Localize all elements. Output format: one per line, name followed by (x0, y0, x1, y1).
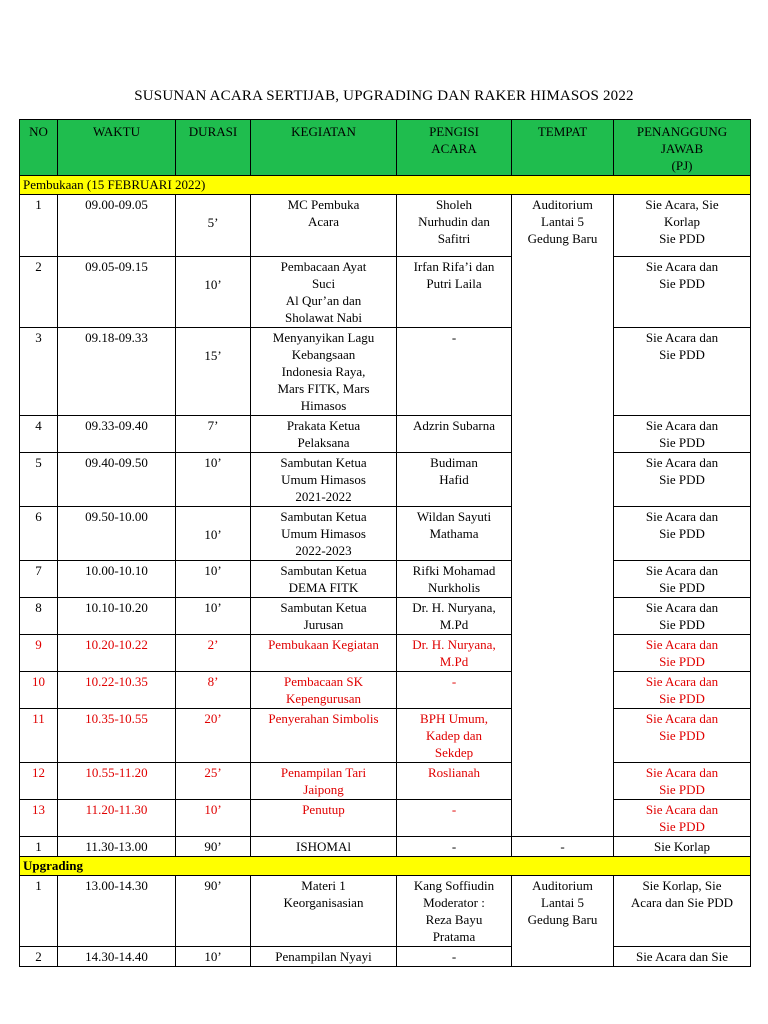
cell-pengisi (397, 507, 512, 561)
table-header-row (20, 120, 751, 176)
cell-waktu: 11.20-11.30 (58, 800, 176, 837)
cell-kegiatan-line: Prakata Ketua (286, 418, 361, 433)
table-row (20, 507, 751, 561)
table-row (20, 416, 751, 453)
cell-durasi: 10’ (176, 598, 251, 635)
cell-pj-line: Sie Acara, Sie (645, 197, 719, 212)
cell-waktu: 10.20-10.22 (58, 635, 176, 672)
cell-kegiatan-line: Penutup (302, 802, 345, 817)
header-pj-line: JAWAB (660, 141, 704, 156)
cell-pj-line: Sie Acara dan (645, 563, 719, 578)
cell-waktu: 11.30-13.00 (58, 837, 176, 857)
cell-kegiatan-line: Penyerahan Simbolis (268, 711, 379, 726)
cell-durasi: 10’ (176, 507, 251, 561)
cell-no: 8 (20, 598, 58, 635)
cell-pengisi-line: - (451, 330, 457, 345)
cell-pj (614, 507, 751, 561)
cell-kegiatan-line: Jaipong (303, 782, 344, 797)
cell-pj-line: Sie Acara dan (645, 802, 719, 817)
cell-pj-line: Sie Acara dan (645, 674, 719, 689)
cell-kegiatan-line: Sholawat Nabi (285, 310, 362, 325)
cell-pj-line: Sie Korlap (654, 839, 710, 854)
cell-kegiatan (251, 453, 397, 507)
cell-durasi: 15’ (176, 328, 251, 416)
cell-pengisi (397, 672, 512, 709)
cell-pengisi-line: Safitri (437, 231, 471, 246)
cell-kegiatan-line: Himasos (300, 398, 347, 413)
cell-pengisi-line: M.Pd (439, 617, 469, 632)
cell-pengisi-line: Nurhudin dan (418, 214, 490, 229)
cell-pengisi (397, 328, 512, 416)
cell-pengisi (397, 635, 512, 672)
cell-kegiatan (251, 416, 397, 453)
cell-no: 4 (20, 416, 58, 453)
cell-pj-line: Sie PDD (659, 435, 705, 450)
table-row (20, 635, 751, 672)
cell-kegiatan-line: Pembukaan Kegiatan (268, 637, 379, 652)
header-pengisi-line: PENGISI (429, 124, 479, 139)
cell-pj-line: Sie PDD (659, 691, 705, 706)
cell-pj-line: Sie PDD (659, 654, 705, 669)
cell-kegiatan-line: Jurusan (303, 617, 344, 632)
cell-pengisi-line: Roslianah (428, 765, 480, 780)
cell-kegiatan (251, 800, 397, 837)
table-row (20, 195, 751, 257)
cell-pj-line: Sie PDD (659, 617, 705, 632)
cell-pj-line: Sie Acara dan (645, 509, 719, 524)
cell-no: 2 (20, 257, 58, 328)
cell-pengisi-line: - (451, 674, 457, 689)
cell-waktu: 09.40-09.50 (58, 453, 176, 507)
cell-pj-line: Acara dan Sie PDD (630, 895, 734, 910)
cell-kegiatan (251, 257, 397, 328)
section-row (20, 176, 751, 195)
cell-kegiatan (251, 195, 397, 257)
cell-durasi: 10’ (176, 561, 251, 598)
cell-kegiatan-line: Suci (311, 276, 336, 291)
cell-waktu: 10.10-10.20 (58, 598, 176, 635)
cell-pengisi (397, 257, 512, 328)
cell-kegiatan-line: Sambutan Ketua (280, 563, 367, 578)
cell-pengisi-line: Dr. H. Nuryana, (412, 637, 496, 652)
cell-kegiatan-line: Al Qur’an dan (285, 293, 362, 308)
tempat-line: Lantai 5 (541, 895, 584, 910)
schedule-table (19, 119, 751, 967)
cell-pengisi-line: Wildan Sayuti (416, 509, 492, 524)
header-pj-line: (PJ) (671, 158, 693, 173)
cell-pj (614, 947, 751, 967)
cell-durasi: 90’ (176, 876, 251, 947)
header-no: NO (20, 120, 58, 176)
tempat-line: Gedung Baru (527, 912, 598, 927)
cell-pj (614, 257, 751, 328)
table-row (20, 672, 751, 709)
cell-pj-line: Sie PDD (659, 819, 705, 834)
table-row (20, 837, 751, 857)
cell-pengisi-line: Sholeh (435, 197, 473, 212)
table-row (20, 763, 751, 800)
cell-pengisi-line: Reza Bayu (425, 912, 483, 927)
section-row (20, 857, 751, 876)
cell-no: 10 (20, 672, 58, 709)
cell-kegiatan-line: Mars FITK, Mars (277, 381, 370, 396)
cell-kegiatan-line: Sambutan Ketua (280, 455, 367, 470)
table-row (20, 800, 751, 837)
cell-pengisi-line: Nurkholis (428, 580, 480, 595)
cell-kegiatan (251, 837, 397, 857)
table-row (20, 947, 751, 967)
cell-pengisi (397, 561, 512, 598)
table-row (20, 876, 751, 947)
cell-kegiatan-line: Umum Himasos (281, 472, 366, 487)
cell-tempat (512, 876, 614, 967)
cell-pj-line: Sie PDD (659, 782, 705, 797)
cell-no: 12 (20, 763, 58, 800)
cell-kegiatan-line: Pembacaan Ayat (280, 259, 367, 274)
cell-durasi: 10’ (176, 257, 251, 328)
cell-kegiatan (251, 709, 397, 763)
cell-waktu: 10.22-10.35 (58, 672, 176, 709)
cell-durasi: 10’ (176, 947, 251, 967)
cell-pj (614, 416, 751, 453)
cell-no: 7 (20, 561, 58, 598)
cell-kegiatan (251, 672, 397, 709)
cell-durasi: 7’ (176, 416, 251, 453)
cell-kegiatan-line: Indonesia Raya, (281, 364, 366, 379)
cell-pj-line: Sie Acara dan (645, 330, 719, 345)
cell-waktu: 13.00-14.30 (58, 876, 176, 947)
cell-pj (614, 672, 751, 709)
cell-pj (614, 709, 751, 763)
cell-kegiatan-line: Penampilan Nyayi (275, 949, 372, 964)
document-title: SUSUNAN ACARA SERTIJAB, UPGRADING DAN RAKER HIMASOS 2022 (134, 88, 634, 104)
cell-no: 9 (20, 635, 58, 672)
cell-pj-line: Sie PDD (659, 276, 705, 291)
cell-pj (614, 598, 751, 635)
cell-pengisi (397, 837, 512, 857)
cell-tempat: - (512, 837, 614, 857)
cell-pj (614, 876, 751, 947)
cell-pj-line: Sie PDD (659, 347, 705, 362)
cell-pengisi (397, 763, 512, 800)
cell-kegiatan-line: Kebangsaan (291, 347, 356, 362)
cell-pj-line: Sie Acara dan (645, 637, 719, 652)
cell-durasi: 10’ (176, 800, 251, 837)
header-durasi: DURASI (176, 120, 251, 176)
cell-pj-line: Sie Acara dan (645, 711, 719, 726)
cell-pengisi-line: Dr. H. Nuryana, (412, 600, 496, 615)
cell-waktu: 14.30-14.40 (58, 947, 176, 967)
cell-kegiatan (251, 947, 397, 967)
cell-pj-line: Sie Acara dan Sie (635, 949, 729, 964)
cell-pj-line: Sie PDD (659, 580, 705, 595)
cell-kegiatan-line: 2021-2022 (295, 489, 352, 504)
cell-pj-line: Sie Acara dan (645, 600, 719, 615)
cell-pj (614, 195, 751, 257)
cell-pj-line: Sie PDD (659, 526, 705, 541)
cell-kegiatan (251, 763, 397, 800)
cell-kegiatan-line: ISHOMAl (296, 839, 351, 854)
table-row (20, 328, 751, 416)
cell-pengisi (397, 947, 512, 967)
cell-kegiatan-line: Keorganisasian (283, 895, 364, 910)
cell-pengisi (397, 876, 512, 947)
tempat-line: Gedung Baru (527, 231, 598, 246)
tempat-line: Lantai 5 (541, 214, 584, 229)
cell-waktu: 10.00-10.10 (58, 561, 176, 598)
header-kegiatan: KEGIATAN (251, 120, 397, 176)
cell-kegiatan (251, 507, 397, 561)
cell-pj (614, 763, 751, 800)
cell-kegiatan-line: Kepengurusan (285, 691, 362, 706)
cell-kegiatan-line: Pelaksana (297, 435, 350, 450)
header-waktu: WAKTU (58, 120, 176, 176)
header-tempat: TEMPAT (512, 120, 614, 176)
cell-kegiatan (251, 598, 397, 635)
cell-pj-line: Korlap (663, 214, 701, 229)
cell-durasi: 2’ (176, 635, 251, 672)
header-pengisi-acara (397, 120, 512, 176)
cell-no: 2 (20, 947, 58, 967)
cell-no: 5 (20, 453, 58, 507)
header-pengisi-line: ACARA (431, 141, 477, 156)
cell-pengisi-line: Pratama (432, 929, 476, 944)
cell-pengisi-line: BPH Umum, (420, 711, 488, 726)
cell-pengisi-line: Putri Laila (426, 276, 482, 291)
cell-kegiatan-line: Acara (307, 214, 340, 229)
cell-pj (614, 453, 751, 507)
cell-kegiatan-line: MC Pembuka (287, 197, 360, 212)
section-title: Upgrading (20, 857, 751, 876)
cell-pengisi (397, 800, 512, 837)
cell-pj-line: Sie Acara dan (645, 765, 719, 780)
table-row (20, 453, 751, 507)
header-penanggung-jawab (614, 120, 751, 176)
cell-no: 6 (20, 507, 58, 561)
cell-durasi: 20’ (176, 709, 251, 763)
cell-no: 13 (20, 800, 58, 837)
cell-pengisi-line: Budiman (430, 455, 478, 470)
cell-durasi: 25’ (176, 763, 251, 800)
cell-pengisi-line: Hafid (439, 472, 469, 487)
cell-no: 11 (20, 709, 58, 763)
table-row (20, 709, 751, 763)
cell-kegiatan (251, 876, 397, 947)
cell-kegiatan (251, 561, 397, 598)
cell-kegiatan (251, 328, 397, 416)
cell-pj-line: Sie Korlap, Sie (642, 878, 722, 893)
section-title: Pembukaan (15 FEBRUARI 2022) (20, 176, 751, 195)
cell-kegiatan-line: 2022-2023 (295, 543, 352, 558)
cell-tempat (512, 195, 614, 837)
cell-kegiatan-line: Umum Himasos (281, 526, 366, 541)
cell-pengisi (397, 709, 512, 763)
cell-pengisi-line: Adzrin Subarna (413, 418, 495, 433)
cell-kegiatan-line: Materi 1 (301, 878, 346, 893)
cell-pengisi (397, 598, 512, 635)
cell-no: 1 (20, 195, 58, 257)
cell-pj-line: Sie Acara dan (645, 418, 719, 433)
cell-pengisi-line: Rifki Mohamad (412, 563, 496, 578)
cell-pengisi-line: M.Pd (439, 654, 469, 669)
cell-pengisi-line: - (451, 839, 457, 854)
cell-no: 3 (20, 328, 58, 416)
cell-durasi: 8’ (176, 672, 251, 709)
cell-waktu: 09.00-09.05 (58, 195, 176, 257)
cell-pj (614, 800, 751, 837)
cell-durasi: 5’ (176, 195, 251, 257)
cell-kegiatan (251, 635, 397, 672)
cell-pj-line: Sie PDD (659, 472, 705, 487)
cell-no: 1 (20, 876, 58, 947)
cell-pengisi-line: Irfan Rifa’i dan (413, 259, 495, 274)
cell-kegiatan-line: DEMA FITK (288, 580, 359, 595)
cell-no: 1 (20, 837, 58, 857)
cell-pengisi-line: Kang Soffiudin (413, 878, 495, 893)
cell-kegiatan-line: Penampilan Tari (280, 765, 367, 780)
cell-waktu: 09.50-10.00 (58, 507, 176, 561)
cell-pj-line: Sie Acara dan (645, 259, 719, 274)
cell-pengisi-line: Sekdep (434, 745, 474, 760)
cell-pj-line: Sie PDD (659, 231, 705, 246)
tempat-line: Auditorium (532, 878, 593, 893)
cell-waktu: 10.55-11.20 (58, 763, 176, 800)
cell-durasi: 90’ (176, 837, 251, 857)
cell-pj (614, 635, 751, 672)
cell-pengisi-line: - (451, 802, 457, 817)
cell-pj (614, 837, 751, 857)
cell-pj-line: Sie Acara dan (645, 455, 719, 470)
cell-kegiatan-line: Menyanyikan Lagu (272, 330, 375, 345)
cell-waktu: 09.33-09.40 (58, 416, 176, 453)
cell-pj (614, 561, 751, 598)
cell-waktu: 10.35-10.55 (58, 709, 176, 763)
cell-kegiatan-line: Sambutan Ketua (280, 600, 367, 615)
cell-pengisi-line: Moderator : (423, 895, 485, 910)
cell-pengisi (397, 453, 512, 507)
table-row (20, 598, 751, 635)
cell-pengisi-line: Mathama (429, 526, 479, 541)
tempat-line: Auditorium (532, 197, 593, 212)
cell-pj-line: Sie PDD (659, 728, 705, 743)
cell-pj (614, 328, 751, 416)
cell-waktu: 09.05-09.15 (58, 257, 176, 328)
cell-pengisi (397, 416, 512, 453)
cell-pengisi-line: Kadep dan (426, 728, 482, 743)
cell-kegiatan-line: Pembacaan SK (283, 674, 364, 689)
cell-durasi: 10’ (176, 453, 251, 507)
cell-pengisi-line: - (451, 949, 457, 964)
table-row (20, 257, 751, 328)
cell-waktu: 09.18-09.33 (58, 328, 176, 416)
header-pj-line: PENANGGUNG (636, 124, 728, 139)
cell-kegiatan-line: Sambutan Ketua (280, 509, 367, 524)
table-row (20, 561, 751, 598)
cell-pengisi (397, 195, 512, 257)
